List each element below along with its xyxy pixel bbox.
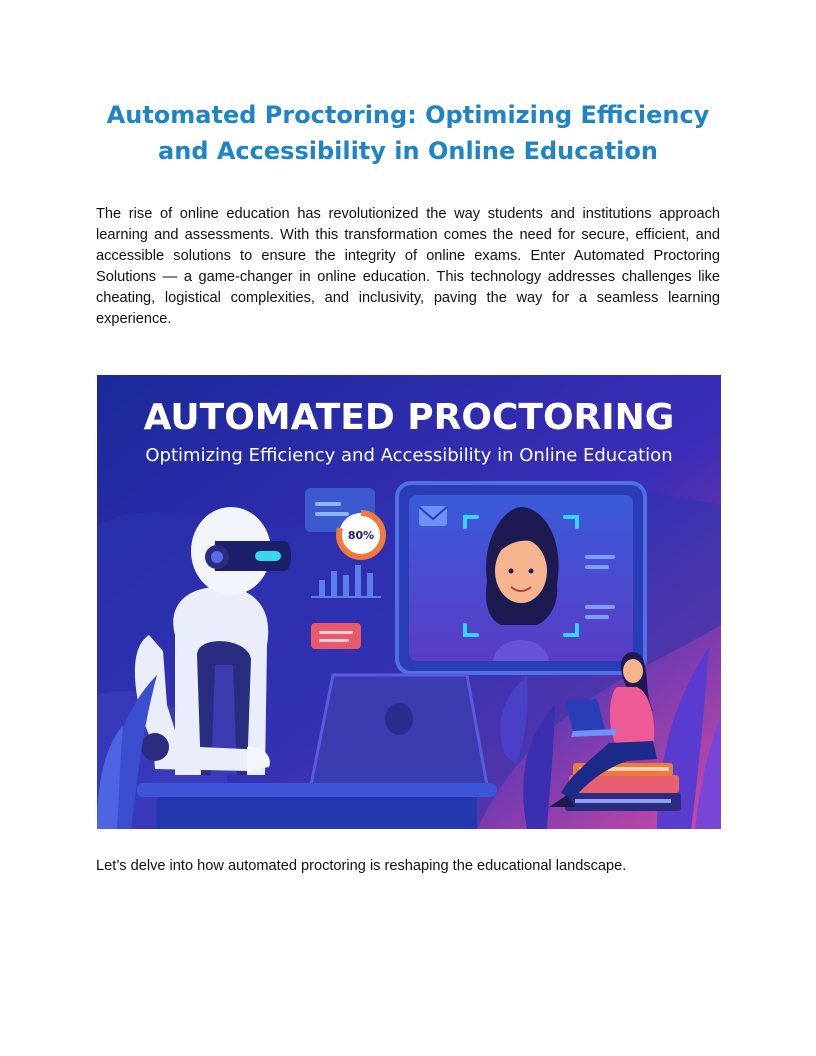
laptop-icon — [311, 675, 487, 785]
outro-paragraph: Let’s delve into how automated proctoring is reshaping the educational landscape. — [96, 858, 627, 874]
desk — [137, 783, 497, 829]
hero-subheading: Optimizing Efficiency and Accessibility in Online Education — [145, 445, 673, 466]
intro-paragraph: The rise of online education has revolutionized the way students and institutions approach learning and assessments. With this transformation comes the need for secure, efficient, and accessible solutions to ensure the integrity of online exams. Enter Automated Proctoring Solutions — a game-changer in online education. This technology addresses challenges like cheating, logistical complexities, and inclusivity, paving the way for a seamless learning experience. — [96, 206, 720, 327]
alert-card-icon — [311, 623, 361, 649]
monitor-icon — [397, 483, 645, 673]
gauge-label: 80% — [347, 529, 375, 542]
page-title: Automated Proctoring: Optimizing Efficiency and Accessibility in Online Education — [106, 101, 710, 165]
hero-heading: AUTOMATED PROCTORING — [143, 397, 675, 438]
progress-gauge-icon — [339, 513, 383, 557]
hero-illustration — [97, 375, 721, 829]
mail-icon — [419, 506, 447, 526]
